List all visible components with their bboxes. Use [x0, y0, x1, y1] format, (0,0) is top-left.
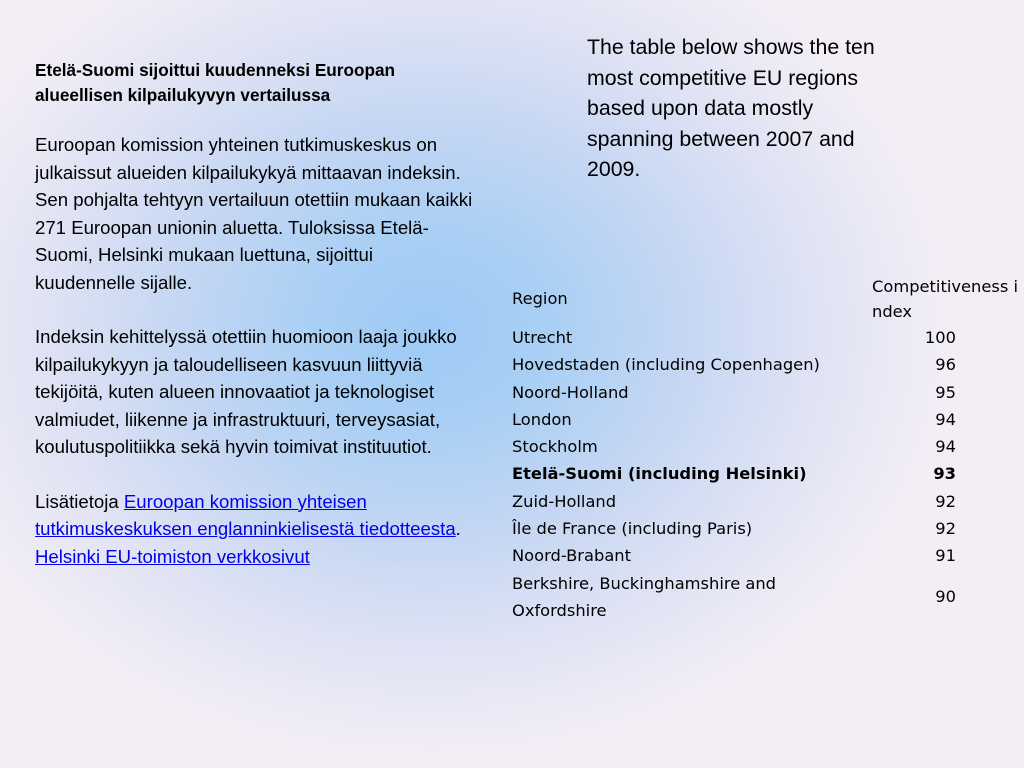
index-cell: 95 [935, 382, 956, 402]
region-cell: Noord-Brabant [512, 546, 631, 566]
header-index: Competitiveness index [872, 277, 1019, 321]
jrc-press-release-link[interactable]: Euroopan komission yhteisen tutkimuskeskuksen englanninkielisestä tiedotteesta [35, 490, 456, 539]
period: . [455, 518, 461, 539]
table-row [508, 488, 1020, 515]
region-cell: Hovedstaden (including Copenhagen) [512, 355, 820, 375]
index-cell: 93 [933, 464, 956, 484]
index-cell: 90 [935, 587, 956, 607]
table-row-highlighted [508, 460, 1020, 487]
table-header-row [508, 273, 1020, 324]
table-row [508, 379, 1020, 406]
region-cell: Stockholm [512, 437, 598, 457]
region-cell: Berkshire, Buckinghamshire and Oxfordshire [512, 573, 777, 620]
table-row [508, 570, 1020, 625]
paragraph-1: Euroopan komission yhteinen tutkimuskeskus on julkaissut alueiden kilpailukykyä mittaavan indeksin. Sen pohjalta tehtyyn vertailuun otettiin mukaan kaikki 271 Euroopan unionin aluetta. Tuloksissa Etelä-Suomi, Helsinki mukaan luettuna, sijoittui kuudennelle sijalle. [35, 134, 473, 293]
table-row [508, 406, 1020, 433]
table-row [508, 542, 1020, 569]
more-info [35, 488, 475, 571]
table-row [508, 515, 1020, 542]
table-row [508, 433, 1020, 460]
index-cell: 100 [924, 328, 956, 347]
article-heading: Etelä-Suomi sijoittui kuudenneksi Euroopan alueellisen kilpailukyvyn vertailussa [35, 60, 396, 105]
region-cell: Noord-Holland [512, 382, 629, 402]
header-region: Region [512, 288, 568, 308]
region-cell: Etelä-Suomi (including Helsinki) [512, 464, 807, 484]
helsinki-eu-office-link[interactable]: Helsinki EU-toimiston verkkosivut [35, 545, 310, 567]
index-cell: 96 [935, 355, 956, 375]
table-intro: The table below shows the ten most competitive EU regions based upon data mostly spanning between 2007 and 2009. [587, 35, 875, 181]
index-cell: 92 [935, 491, 956, 511]
table-row [508, 324, 1020, 351]
region-cell: London [512, 409, 572, 429]
more-info-label: Lisätietoja [35, 490, 124, 512]
table-row [508, 351, 1020, 378]
index-cell: 91 [935, 546, 956, 566]
region-cell: Île de France (including Paris) [512, 519, 753, 539]
article-text [35, 58, 475, 570]
index-cell: 94 [935, 437, 956, 457]
competitiveness-table [508, 273, 1020, 624]
region-cell: Utrecht [512, 328, 573, 347]
paragraph-2: Indeksin kehittelyssä otettiin huomioon laaja joukko kilpailukykyyn ja taloudelliseen kasvuun liittyviä tekijöitä, kuten alueen innovaatiot ja teknologiset valmiudet, liikenne ja infrastruktuuri, terveysasiat, koulutuspolitiikka sekä hyvin toimivat instituutiot. [35, 326, 457, 457]
index-cell: 94 [935, 409, 956, 429]
index-cell: 92 [935, 519, 956, 539]
region-cell: Zuid-Holland [512, 491, 617, 511]
